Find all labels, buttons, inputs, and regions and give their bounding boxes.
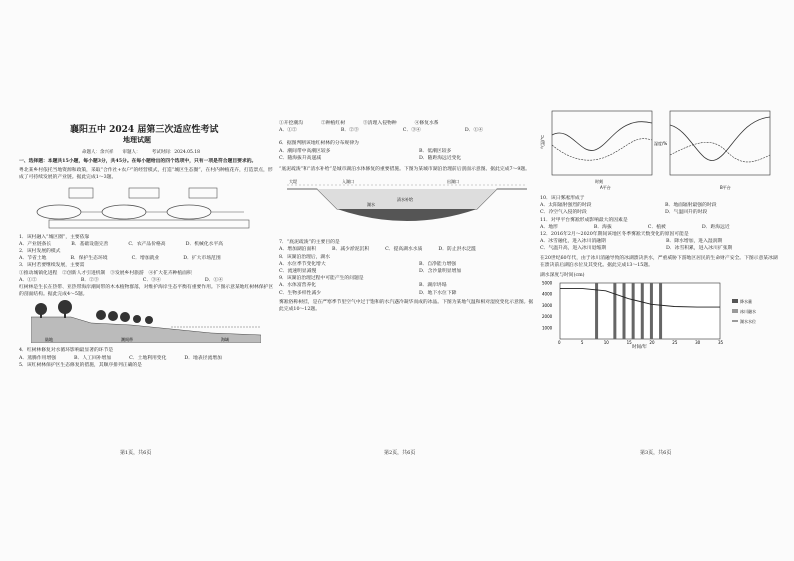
fig-label: 底泥 — [401, 221, 409, 227]
question-6: 6．据图判断该地红树林的分布规律为 — [279, 141, 359, 147]
question-8: 8．该湖泊治理后，湖水 — [279, 254, 331, 260]
option[interactable]: A．太阳辐射强烈的时段 — [540, 203, 592, 209]
question-1-options — [19, 241, 274, 248]
option[interactable]: C．农产品价格高 — [128, 241, 166, 247]
fig-label: 大堤 — [289, 179, 297, 185]
exam-meta: 命题人：余兴祥 审题人： 考试时间：2024.05.18 — [82, 150, 201, 155]
option[interactable]: B．减少淤泥沉积 — [332, 247, 370, 253]
bar — [613, 283, 616, 339]
lake-level-chart — [540, 279, 780, 349]
bar — [650, 283, 653, 339]
industry-flow-diagram — [29, 184, 269, 230]
bar — [623, 283, 626, 339]
option[interactable]: C．流速明显减慢 — [279, 269, 317, 275]
option[interactable]: D．含沙量明显增加 — [419, 269, 462, 275]
question-4-options — [19, 355, 274, 362]
y-tick-label: 4000 — [542, 291, 553, 297]
option[interactable]: D．冰雪积累，进入冰川扩张期 — [666, 246, 733, 252]
page-1-footer: 第1页，共6页 — [120, 450, 152, 456]
option[interactable]: B．降水增加，进入湿润期 — [666, 239, 723, 245]
option[interactable]: D．距海远近 — [701, 224, 730, 230]
option[interactable]: D．地下水位下降 — [419, 290, 457, 296]
fig-label: 潮间带 — [121, 337, 133, 343]
question-6-options — [279, 148, 535, 162]
fig-label: 海域 — [221, 337, 229, 343]
page-2-footer: 第2页，共6页 — [384, 450, 416, 456]
option[interactable]: B．地面辐射最强的时段 — [665, 203, 717, 209]
option[interactable]: B．②③ — [80, 277, 99, 283]
legend-label: 冰川融水 — [740, 309, 756, 315]
option[interactable]: C．③④ — [142, 277, 161, 283]
bar — [595, 283, 598, 339]
option[interactable]: B．人工回补增加 — [74, 355, 112, 361]
question-3: 3．该村若要继续发展，主要需 — [19, 263, 85, 269]
option[interactable]: B．自净能力增强 — [419, 261, 457, 267]
question-3-options — [19, 277, 274, 284]
question-10-options — [540, 202, 780, 216]
x-tick-label: 30 — [695, 340, 701, 346]
options-top — [279, 127, 535, 134]
page-3-footer: 第3页，共6页 — [640, 450, 672, 456]
question-12: 12．2016年2月～2020年期间该地区冬季雾凇天数变化的原因可能是 — [540, 232, 689, 238]
chart-2-title: 湖水深度与时间(cm) — [540, 273, 585, 279]
question-7: 7．“底泥疏浚”的主要目的是 — [279, 240, 340, 246]
question-4: 4．红树林修复对水循环影响最显著的环节是 — [19, 348, 114, 354]
chart-label: A平台 — [600, 185, 611, 190]
page-2 — [279, 120, 535, 466]
option[interactable]: B．湖岸坍塌 — [419, 283, 447, 289]
chart-label: B平台 — [720, 185, 731, 190]
option[interactable]: B．海拔 — [593, 224, 612, 230]
option[interactable]: D．扩大市场范围 — [183, 256, 221, 262]
lake-section-diagram — [287, 175, 527, 235]
exam-title: 襄阳五中 2024 届第三次适应性考试 — [70, 125, 219, 135]
option[interactable]: A．水体富营养化 — [279, 283, 317, 289]
x-tick-label: 10 — [603, 340, 609, 346]
legend-label: 湖水水位 — [740, 319, 756, 325]
x-tick-label: 5 — [580, 340, 584, 346]
y-tick-label: 3000 — [542, 303, 553, 309]
exam-subtitle: 地理试题 — [123, 135, 151, 144]
option[interactable]: D．防止洪水泛滥 — [438, 247, 476, 253]
option[interactable]: A．潮间带中高潮区较多 — [279, 148, 331, 154]
x-tick-label: 35 — [718, 340, 724, 346]
intro-paragraph-3: “底泥疏浚”和“清水补给”是城市湖泊水体修复的重要措施。下图为某城市湖泊治理前后剖面示意图。据此完成7～9题。 — [279, 167, 530, 173]
option[interactable]: C．植被 — [647, 224, 666, 230]
question-9: 9．该湖泊治理过程中可能产生的问题是 — [279, 276, 364, 282]
y-ticks — [542, 281, 553, 331]
item: ③清理入侵物种 — [363, 121, 397, 126]
section-heading: 一、选择题：本题共15小题，每小题3分，共45分。在每小题给出的四个选项中，只有一项是符合题目要求的。 — [19, 158, 257, 164]
items-top — [279, 120, 535, 127]
question-10: 10．该日雾凇形成于 — [540, 196, 585, 201]
option[interactable]: A．蒸腾作用增强 — [19, 355, 57, 361]
option[interactable]: D．机械化水平高 — [185, 241, 224, 247]
option[interactable]: A．冰雪融化，进入冰川消融期 — [540, 239, 606, 245]
x-axis-label: 时间/年 — [632, 345, 648, 350]
option[interactable]: A．产业链条长 — [19, 241, 52, 247]
option[interactable]: C．增加就业 — [131, 256, 160, 262]
temperature-humidity-chart — [540, 105, 780, 191]
option[interactable]: C．土地利用变化 — [129, 355, 167, 361]
question-9-options — [279, 282, 535, 296]
x-tick-label: 15 — [626, 340, 632, 346]
fig-label: 入湖口 — [342, 179, 354, 185]
y-tick-label: 2000 — [542, 314, 553, 320]
legend-label: 降水量 — [740, 299, 752, 305]
option[interactable]: C．生物多样性减少 — [279, 290, 322, 296]
option[interactable]: B．基础设施完善 — [71, 241, 109, 247]
option[interactable]: C．③④ — [402, 128, 421, 134]
item: ①开挖潮沟 — [279, 121, 303, 126]
option[interactable]: C．气温升高，进入冰川退缩期 — [540, 246, 607, 252]
option[interactable]: A．水位季节变化增大 — [279, 261, 326, 267]
fig-label: 出湖口 — [447, 179, 459, 185]
x-tick-label: 20 — [649, 340, 655, 346]
question-11: 11．对甲平台雾凇形成影响最大的因素是 — [540, 217, 628, 223]
chart-label: 时刻 — [595, 179, 603, 184]
option[interactable]: D．①④ — [464, 128, 484, 134]
item: ④修复水系 — [414, 121, 439, 126]
bar — [641, 283, 644, 339]
option[interactable]: D．①④ — [204, 277, 224, 283]
option[interactable]: A．地形 — [540, 224, 558, 230]
fig-label: 湖水 — [367, 202, 375, 208]
mangrove-profile-diagram — [31, 299, 261, 343]
page-3 — [540, 105, 780, 451]
y-tick-label: 1000 — [542, 325, 553, 331]
question-7-options — [279, 246, 535, 253]
intro-paragraph-4: 雾凇俗称树挂，是在严寒季节里空气中过于饱和的水汽遇冷凝华而成的冰晶。下图为某地气温和相对湿度变化示意图。据此完成10～12题。 — [279, 299, 534, 313]
question-2: 2．该村发展的模式 — [19, 249, 61, 255]
option[interactable]: B．低潮区较多 — [419, 148, 452, 154]
option[interactable]: A．增加湖泊面积 — [279, 247, 317, 253]
question-5: 5．该红树林保护区生态修复的措施，其顺序排列正确的是 — [19, 362, 142, 368]
option[interactable]: C．冷空气入侵的时段 — [540, 210, 587, 216]
y-tick-label: 5000 — [542, 280, 553, 286]
question-1: 1．该村融入“城区圈”，主要依靠 — [19, 234, 90, 240]
fig-label: 陆地 — [45, 337, 53, 343]
intro-paragraph-2: 红树林是生长在热带、亚热带海岸潮间带的木本植物群落，对维护海岸生态平衡有重要作用。下图示意某地红树林保护区的剖面结构。据此完成4～5题。 — [19, 285, 274, 298]
item: ②种植红树 — [321, 121, 345, 126]
chart-label: 湿度/% — [654, 141, 668, 146]
intro-paragraph-5: 在20世纪60年代，由于冰川消融导致的冰湖溃决洪水，严重威胁下游地区居民的生命财产安全。下图示意某冰湖在溃决前后湖泊水位及其变化。据此完成13～15题。 — [540, 255, 778, 268]
option[interactable]: D．地表径流增加 — [184, 355, 222, 361]
bar — [659, 283, 662, 339]
option[interactable]: A．节省土地 — [19, 256, 47, 262]
option[interactable]: D．随距海远近变化 — [419, 155, 462, 161]
x-tick-label: 0 — [558, 340, 561, 346]
bar — [632, 283, 635, 339]
question-11-options — [540, 224, 780, 231]
chart-label: 气温/℃ — [540, 135, 545, 149]
option[interactable]: D．气温回升的时段 — [665, 210, 708, 216]
option[interactable]: B．②③ — [340, 128, 359, 134]
option[interactable]: B．保护生态环境 — [70, 256, 108, 262]
question-8-options — [279, 261, 535, 275]
x-tick-label: 25 — [672, 340, 678, 346]
option[interactable]: A．①② — [19, 277, 37, 283]
fig-label: 清水补给 — [397, 197, 413, 203]
plot-area — [560, 283, 720, 339]
option[interactable]: C．随海拔升高递减 — [279, 155, 322, 161]
option[interactable]: C．提高湖水水质 — [385, 247, 423, 253]
option[interactable]: A．①② — [279, 128, 297, 134]
question-12-options — [540, 238, 780, 252]
question-2-options — [19, 255, 274, 262]
question-3-items: ①推动城镇化进程 ②创新人才引进机制 ③发展乡村旅游 ④扩大花卉种植面积 — [19, 270, 192, 276]
intro-paragraph: 粤北某乡村依托当地资源和政策，采取“合作社+农户”的经营模式，打造“城区生态圈”，在村内种植花卉，打造景点，形成了可持续发展的产业链。据此完成1～3题。 — [19, 168, 273, 181]
